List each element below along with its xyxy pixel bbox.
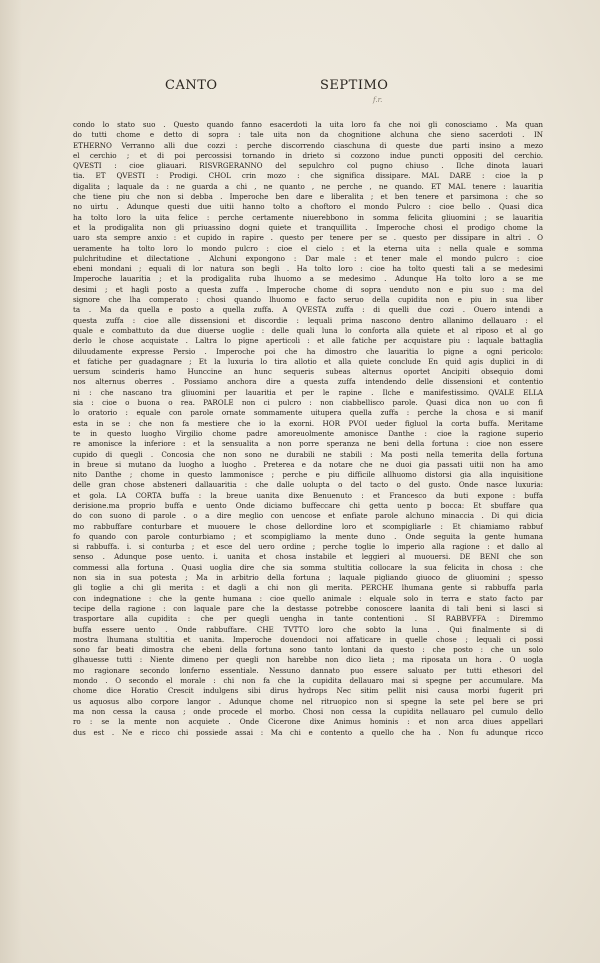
text-line: ni : che nascano tra gliuomini per lauaritia et per le rapine . Ilche e manifestissimo. QVALE ELLA xyxy=(73,387,543,397)
text-line: digalita ; laquale da : ne guarda a chi , ne quanto , ne perche , ne quando. ET MAL tenere : lauaritia xyxy=(73,181,543,191)
text-line: commessi alla fortuna . Quasi uoglia dire che sia somma stultitia collocare la sua felicita in chosa : che xyxy=(73,562,543,572)
text-line: nito Danthe ; chome in questo lammonisce ; perche e piu difficile allhuomo distorsi gia alla inquisitione xyxy=(73,470,543,480)
text-line: mo rabbuffare conturbare et muouere le chose dellordine loro et scompigliarle : Et chiamiamo rabbuf xyxy=(73,521,543,531)
text-line: mostra lhumana stultitia et uanita. Imperoche douendoci noi affaticare in quelle chose ; lequali ci possi xyxy=(73,634,543,644)
text-line: che tiene piu che non si debba . Imperoche ben dare e liberalita ; et ben tenere et parsimona : che so xyxy=(73,192,543,202)
text-line: Imperoche lauaritia ; et la prodigalita ruba lhuomo a se medesimo . Adunque Ha tolto loro a se me xyxy=(73,274,543,284)
text-line: fo quando con parole conturbiamo ; et scompigliamo la mente duno . Onde seguita la gente humana xyxy=(73,531,543,541)
text-line: uaro sta sempre anxio : et cupido in rapire . questo per tenere per se . questo per dissipare in altri . O xyxy=(73,233,543,243)
text-line: ma non cessa la causa ; onde procede el morbo. Chosi non cessa la cupidita nellauaro pel cumulo dello xyxy=(73,706,543,716)
text-line: senso . Adunque pose uento. i. uanita et chosa instabile et leggieri al muouersi. DE BENI che son xyxy=(73,552,543,562)
text-line: sia : cioe o buona o rea. PAROLE non ci pulcro : non ciabbellisco parole. Quasi dica non uo con fi xyxy=(73,398,543,408)
text-line: delle gran chose absteneri dallauaritia : che dalle uolupta o del tacto o del gusto. Onde nasce luxuria: xyxy=(73,480,543,490)
text-line: us aquosus albo corpore langor . Adunque chome nel ritruopico non si spegne la sete pel bere se pri xyxy=(73,696,543,706)
text-line: ueramente ha tolto loro lo mondo pulcro : cioe el cielo : et la eterna uita : nella quale e somma xyxy=(73,243,543,253)
text-line: buffa essere uento . Onde rabbuffare. CHE TVTTO loro che sobto la luna . Qui finalmente si di xyxy=(73,624,543,634)
text-line: trasportare alla cupidita : che per quegli uengha in tante contentioni . SI RABBVFFA : Diremmo xyxy=(73,614,543,624)
text-line: ETHERNO Verranno alli due cozzi : perche discorrendo ciaschuna di queste due parti insino a mezo xyxy=(73,140,543,150)
text-line: el cerchio ; et di poi percossisi tornando in drieto si cozzono indue puncti oppositi del cerchio. xyxy=(73,150,543,160)
text-line: cupido di quegli . Concosia che non sono ne durabili ne stabili : Ma posti nella temerita della fortuna xyxy=(73,449,543,459)
text-line: chome dice Horatio Crescit indulgens sibi dirus hydrops Nec sitim pellit nisi causa morbi fugerit pri xyxy=(73,686,543,696)
text-line: quale e combattuto da due diuerse uoglie : delle quali luna lo conforta alla quiete et al riposo et al go xyxy=(73,325,543,335)
text-line: diluudamente expresse Persio . Imperoche poi che ha dimostro che lauaritia lo pigne a ogni pericolo: xyxy=(73,346,543,356)
text-line: et fatiche per guadagnare ; Et la luxuria lo tira allotio et alla quiete conclude En quid agis duplici in di xyxy=(73,356,543,366)
page-gutter-shadow xyxy=(0,0,22,963)
text-line: non sia in sua potesta ; Ma in arbitrio della fortuna ; laquale pigliando giuoco de gliuomini ; spesso xyxy=(73,573,543,583)
text-line: signore che lha comperato : chosi quando lhuomo e facto seruo della cupidita non e piu in sua liber xyxy=(73,295,543,305)
text-line: do con suono di parole . o a dire meglio con uencose et enfiate parole alchuno minaccia . Di qui dicia xyxy=(73,511,543,521)
commentary-text-block xyxy=(73,120,543,738)
text-line: esta in se : che non fa mestiere che io la exorni. HOR PVOI ueder figluol la corta buffa. Meritame xyxy=(73,418,543,428)
text-line: re amonisce la inferiore : et la sensualita a non porre speranza ne beni della fortuna : cioe non essere xyxy=(73,439,543,449)
text-line: si rabbuffa. i. si conturba ; et esce del uero ordine ; perche toglie lo imperio alla ragione : et dallo al xyxy=(73,542,543,552)
text-line: et gola. LA CORTA buffa : la breue uanita dixe Benuenuto : et Francesco da buti expone : buffa xyxy=(73,490,543,500)
text-line: in breue si mutano da luogho a luogho . Preterea e da notare che ne duoi gia passati uitii non ha amo xyxy=(73,459,543,469)
text-line: glhauesse tutti : Niente dimeno per quegli non harebbe non dico lieta ; ma riposata un hora . O uogla xyxy=(73,655,543,665)
text-line: tia. ET QVESTI : Prodigi. CHOL crin mozo : che significa dissipare. MAL DARE : cioe la p xyxy=(73,171,543,181)
header-septimo: SEPTIMO xyxy=(320,78,389,93)
text-line: mondo . O secondo el morale : chi non fa che la cupidita dellauaro mai si spegne per accumulare. Ma xyxy=(73,676,543,686)
text-line: ro : se la mente non acquiete . Onde Cicerone dixe Animus hominis : et non arca diues appellari xyxy=(73,717,543,727)
text-line: dus est . Ne e ricco chi possiede assai : Ma chi e contento a quello che ha . Non fu adunque ricco xyxy=(73,727,543,737)
text-line: sono far beati dimostra che ebeni della fortuna sono tanto lontani da questo : che posto : che un solo xyxy=(73,645,543,655)
header-canto: CANTO xyxy=(165,78,218,93)
running-header xyxy=(0,78,600,98)
text-line: desimi ; et hagli posto a questa zuffa . Imperoche chome di sopra uenduto non e piu suo : ma del xyxy=(73,284,543,294)
text-line: derlo le chose acquistate . Laltra lo pigne aperticoli : et alle fatiche per acquistare piu : laquale battaglia xyxy=(73,336,543,346)
text-line: condo lo stato suo . Questo quando fanno esacerdoti la uita loro fa che noi gli conosciamo . Ma quan xyxy=(73,120,543,129)
text-line: no uirtu . Adunque questi due uitii hanno tolto a choftoro el mondo Pulcro : cioe bello . Quasi dica xyxy=(73,202,543,212)
text-line: do tutti chome e detto di sopra : tale uita non da chognitione alchuna che sieno sacerdoti . IN xyxy=(73,130,543,140)
text-line: pulchritudine et dilectatione . Alchuni expongono : Dar male : et tener male el mondo pulcro : cioe xyxy=(73,253,543,263)
text-line: et la prodigalita non gli priuassino dogni quiete et tranquillita . Imperoche chosi el prodigo chome la xyxy=(73,222,543,232)
text-line: derisione.ma proprio buffa e uento Onde diciamo buffeccare chi getta uento p bocca: Et sbuffare qua xyxy=(73,500,543,510)
text-line: te in questo luogho Virgilio chome padre amoreuolmente amonisce Danthe : cioe la ragione superio xyxy=(73,428,543,438)
text-line: QVESTI : cioe gliauari. RISVRGERANNO del sepulchro col pugno chiuso . Ilche dinota lauari xyxy=(73,161,543,171)
text-line: ta . Ma da quella e posto a quella zuffa. A QVESTA zuffa : di quelli due cozi . Ouero intendi a xyxy=(73,305,543,315)
text-line: questa zuffa : cioe alle dissensioni et discordie : lequali prima nascono dentro allanimo dellauaro : el xyxy=(73,315,543,325)
text-line: mo ragionare secondo lonferno essentiale. Nessuno dannato puo essere saluato per tutti ethesori del xyxy=(73,665,543,675)
text-line: con indegnatione : che la gente humana : cioe quello animale : elquale solo in terra e stato facto par xyxy=(73,593,543,603)
text-line: ebeni mondani ; equali di lor natura son begli . Ha tolto loro : cioe ha tolto questi tali a se medesimi xyxy=(73,264,543,274)
marginal-mark: f.r. xyxy=(373,96,383,104)
text-line: gli toglie a chi gli merita : et dagli a chi non gli merita. PERCHE lhumana gente si rabbuffa parla xyxy=(73,583,543,593)
text-line: uersum scinderis hamo Hunccine an hunc sequeris subeas alternus oportet Ancipiti obsequio domi xyxy=(73,367,543,377)
text-line: nos alternus oberres . Possiamo anchora dire a questa zuffa intendendo delle dissensioni et contentio xyxy=(73,377,543,387)
text-line: ha tolto loro la uita felice : perche certamente niuerebbono in somma felicita gliuomini ; se lauaritia xyxy=(73,212,543,222)
text-line: tecipe della ragione : con laquale pare che la destasse potrebbe conoscere laanita di tali beni si lasci si xyxy=(73,603,543,613)
text-line: lo oratorio : equale con parole ornate sommamente uitupera quella zuffa : perche la chosa e si manif xyxy=(73,408,543,418)
